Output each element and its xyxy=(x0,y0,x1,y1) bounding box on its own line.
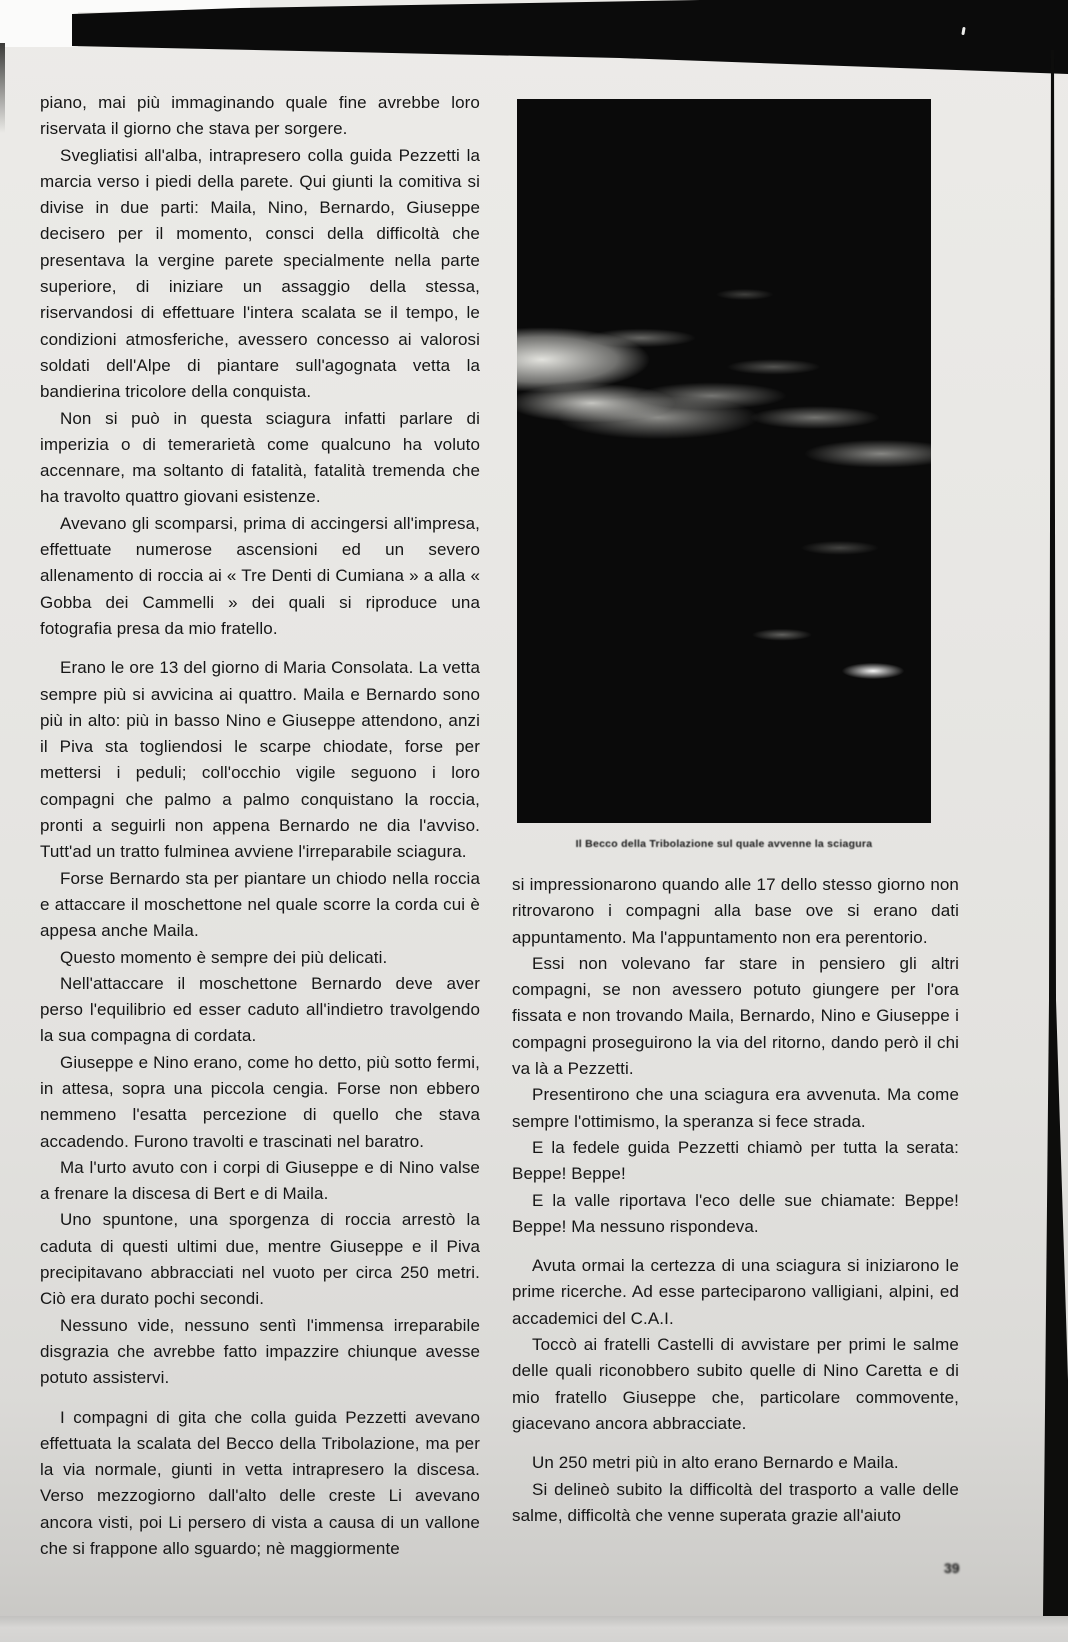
paragraph: Un 250 metri più in alto erano Bernardo e Maila. xyxy=(532,1453,899,1473)
paragraph: Giuseppe e Nino erano, come ho detto, più sotto fermi, in attesa, sopra una piccola cengia. Forse non ebbero nemmeno l'esatta percezione di quello che stava accadendo. Furono travolti e trascinati nel baratro. xyxy=(40,1052,480,1151)
paragraph: Nessuno vide, nessuno sentì l'immensa irreparabile disgrazia che avrebbe fatto impazzire chiunque avesse potuto assistervi. xyxy=(40,1315,480,1388)
paragraph: Essi non volevano far stare in pensiero gli altri compagni, se non avessero potuto giungere per l'ora fissata e non trovando Maila, Bernardo, Nino e Giuseppe i compagni proseguirono la via del ritorno, dando però il chi va là a Pezzetti. xyxy=(512,953,959,1079)
mountain-photo xyxy=(517,99,931,823)
paragraph: E la fedele guida Pezzetti chiamò per tutta la serata: Beppe! Beppe! xyxy=(512,1137,959,1184)
paragraph: Erano le ore 13 del giorno di Maria Consolata. La vetta sempre più si avvicina ai quattro. Maila e Bernardo sono più in alto: più in basso Nino e Giuseppe attendono, anzi il Piva sta togliendosi le scarpe chiodate, forse per mettersi i peduli; coll'occhio vigile seguono i loro compagni che palmo a palmo conquistano la roccia, pronti a seguirli non appena Bernardo ne dia l'avviso. Tutt'ad un tratto fulminea avviene l'irreparabile sciagura. xyxy=(40,658,480,862)
paragraph: Forse Bernardo sta per piantare un chiodo nella roccia e attaccare il moschettone nel quale scorre la corda cui è appesa anche Maila. xyxy=(40,868,480,941)
paragraph: Avuta ormai la certezza di una sciagura si iniziarono le prime ricerche. Ad esse parteciparono valligiani, alpini, ed accademici del C.A.I. xyxy=(512,1256,959,1328)
left-text-column xyxy=(40,90,480,1562)
page-number: 39 xyxy=(944,1560,960,1576)
scan-bottom-edge xyxy=(0,1616,1068,1642)
photo-caption: Il Becco della Tribolazione sul quale avvenne la sciagura xyxy=(575,838,873,850)
paragraph: piano, mai più immaginando quale fine avrebbe loro riservata il giorno che stava per sorgere. xyxy=(40,93,480,139)
paragraph: Svegliatisi all'alba, intrapresero colla guida Pezzetti la marcia verso i piedi della parete. Qui giunti la comitiva si divise in due parti: Maila, Nino, Bernardo, Giuseppe decisero per il momento, consci della difficoltà che presentava la vergine parete specialmente nella parte superiore, di iniziare un assaggio della stessa, riservandosi di effettuare l'intera scalata se il tempo, le condizioni atmosferiche, avessero concesso ai valorosi soldati dell'Alpe di piantare sull'agognata vetta la bandierina tricolore della conquista. xyxy=(40,145,480,402)
paragraph: I compagni di gita che colla guida Pezzetti avevano effettuata la scalata del Becco della Tribolazione, ma per la via normale, giunti in vetta intrapresero la discesa. Verso mezzogiorno dall'alto delle creste Li avevano ancora visti, poi Li persero di vista a causa di un vallone che si frappone allo sguardo; nè maggiormente xyxy=(40,1407,480,1559)
paragraph: Presentirono che una sciagura era avvenuta. Ma come sempre l'ottimismo, la speranza si fece strada. xyxy=(512,1085,959,1131)
paragraph: si impressionarono quando alle 17 dello stesso giorno non ritrovarono i compagni alla base ove si erano dati appuntamento. Ma l'appuntamento non era perentorio. xyxy=(512,875,959,947)
page-edge-shadow xyxy=(1040,50,1068,1616)
paragraph: Non si può in questa sciagura infatti parlare di imperizia o di temerarietà come qualcuno ha voluto accennare, ma soltanto di fatalità, fatalità tremenda che ha travolto quattro giovani esistenze. xyxy=(40,408,480,507)
right-text-column xyxy=(512,872,959,1529)
scan-left-edge-shadow xyxy=(0,43,5,133)
paragraph: Avevano gli scomparsi, prima di accingersi all'impresa, effettuate numerose ascensioni ed un severo allenamento di roccia ai « Tre Denti di Cumiana » a alla « Gobba dei Cammelli » dei quali si riproduce una fotografia presa da mio fratello. xyxy=(40,513,480,638)
paragraph: Uno spuntone, una sporgenza di roccia arrestò la caduta di questi ultimi due, mentre Giuseppe e il Piva precipitavano abbracciati nel vuoto per circa 250 metri. Ciò era durato pochi secondi. xyxy=(40,1210,480,1309)
scan-top-shadow-band xyxy=(0,0,1068,78)
paragraph: Si delineò subito la difficoltà del trasporto a valle delle salme, difficoltà che venne superata grazie all'aiuto xyxy=(512,1479,959,1525)
paragraph: Toccò ai fratelli Castelli di avvistare per primi le salme delle quali riconobbero subito quelle di Nino Caretta e di mio fratello Giuseppe che, particolare commovente, giacevano ancora abbracciate. xyxy=(512,1335,959,1433)
paragraph: Questo momento è sempre dei più delicati. xyxy=(60,947,388,967)
paragraph: Ma l'urto avuto con i corpi di Giuseppe e di Nino valse a frenare la discesa di Bert e di Maila. xyxy=(40,1157,480,1204)
paragraph: E la valle riportava l'eco delle sue chiamate: Beppe! Beppe! Ma nessuno rispondeva. xyxy=(512,1190,959,1236)
paragraph: Nell'attaccare il moschettone Bernardo deve aver perso l'equilibrio ed esser caduto all'indietro travolgendo la sua compagna di cordata. xyxy=(40,973,480,1046)
